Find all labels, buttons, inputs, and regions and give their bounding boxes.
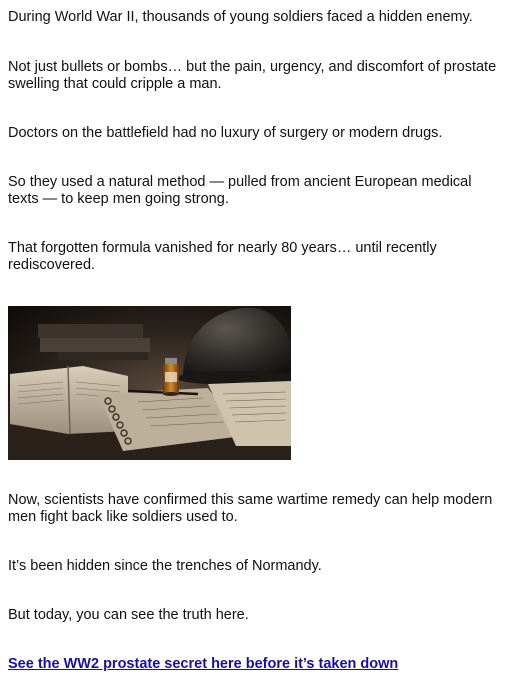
paragraph-5: That forgotten formula vanished for nearly 80 years… until recently rediscovered.	[8, 240, 437, 273]
wartime-still-life-image	[8, 306, 291, 460]
paragraph-8: But today, you can see the truth here.	[8, 607, 249, 623]
paragraph-4: So they used a natural method — pulled from ancient European medical texts — to keep men going strong.	[8, 174, 472, 207]
cta-link[interactable]: See the WW2 prostate secret here before it’s taken down	[8, 656, 399, 672]
paragraph-6: Now, scientists have confirmed this same wartime remedy can help modern men fight back like soldiers used to.	[8, 492, 493, 525]
article-body	[8, 9, 504, 673]
paragraph-3: Doctors on the battlefield had no luxury of surgery or modern drugs.	[8, 125, 443, 141]
paragraph-2: Not just bullets or bombs… but the pain, urgency, and discomfort of prostate swelling that could cripple a man.	[8, 59, 497, 92]
paragraph-7: It’s been hidden since the trenches of Normandy.	[8, 558, 322, 574]
paragraph-1: During World War II, thousands of young soldiers faced a hidden enemy.	[8, 9, 473, 25]
